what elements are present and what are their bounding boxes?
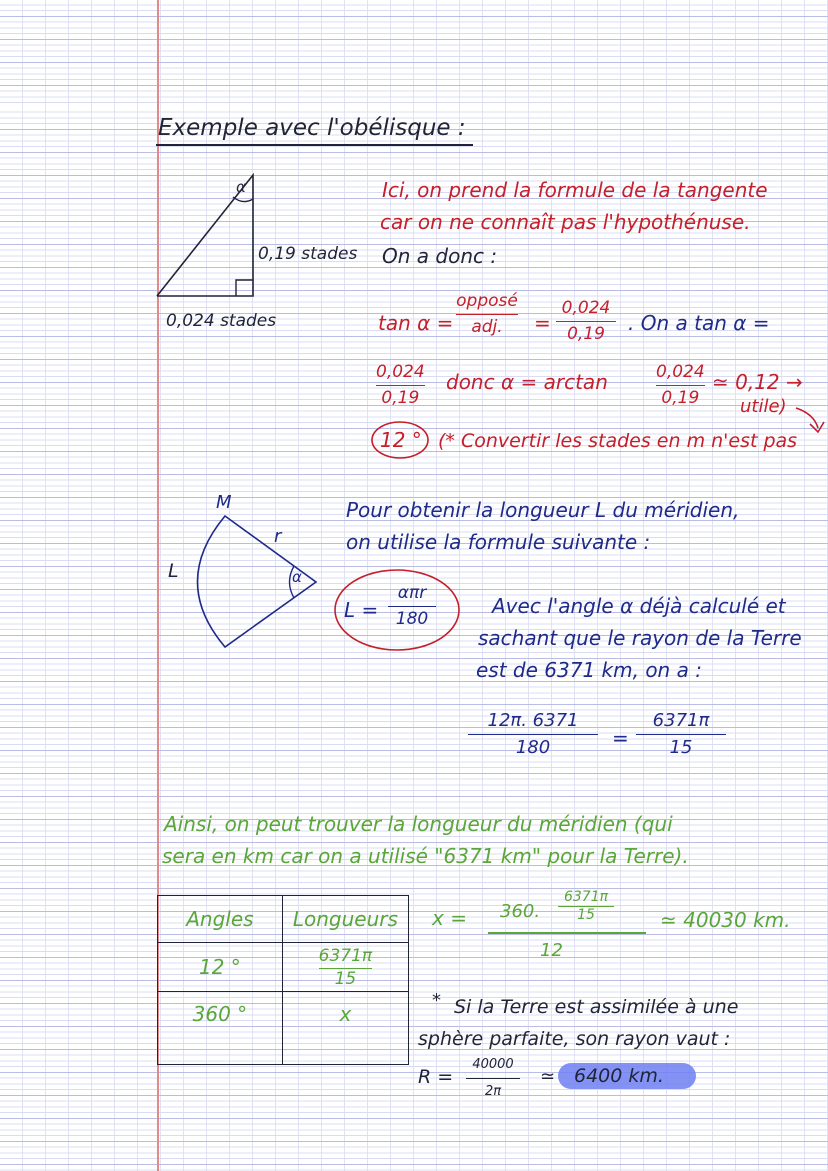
- footnote-line-1: Si la Terre est assimilée à une: [454, 996, 739, 1018]
- page-title: Exemple avec l'obélisque :: [158, 115, 466, 141]
- calc-eq: =: [612, 726, 629, 750]
- tan-num-2: 0,024: [561, 298, 611, 318]
- x-eq-result: ≃ 40030 km.: [660, 908, 791, 932]
- avec-line-3: est de 6371 km, on a :: [476, 658, 702, 682]
- intro-line-2: car on ne connaît pas l'hypothénuse.: [380, 210, 751, 234]
- footnote-den: 2π: [484, 1083, 502, 1099]
- arctan-den-2: 0,19: [661, 387, 700, 408]
- sector-alpha: α: [292, 568, 302, 586]
- table-cell-angle-2: 360 °: [158, 992, 283, 1065]
- footnote-star: *: [432, 990, 441, 1011]
- arctan-den: 0,19: [381, 387, 420, 408]
- tan-den-2: 0,19: [567, 323, 605, 344]
- arctan-tail: ≃ 0,12 →: [712, 370, 803, 394]
- table-num: 6371π: [318, 945, 373, 966]
- calc-fraction-1: [468, 712, 598, 758]
- meridian-line-2: on utilise la formule suivante :: [346, 530, 651, 554]
- footnote-approx: ≃: [540, 1066, 556, 1087]
- angle-result: 12 °: [380, 428, 422, 452]
- table-cell-angle-1: 12 °: [158, 943, 283, 992]
- table-header-angles: Angles: [158, 896, 283, 943]
- arctan-mid: donc α = arctan: [446, 370, 608, 394]
- x-eq-lhs: x =: [432, 906, 467, 930]
- footnote-line-2: sphère parfaite, son rayon vaut :: [418, 1028, 731, 1050]
- table-den: 15: [334, 968, 357, 989]
- triangle-base-label: 0,024 stades: [166, 311, 277, 331]
- meridian-line-1: Pour obtenir la longueur L du méridien,: [346, 498, 740, 522]
- x-eq-den: 12: [540, 940, 563, 961]
- footnote-num: 40000: [472, 1057, 514, 1072]
- x-eq-inner-num: 6371π: [563, 889, 609, 905]
- triangle-side-label: 0,19 stades: [258, 244, 358, 264]
- intro-line-3: On a donc :: [382, 244, 498, 268]
- angle-note: (* Convertir les stades en m n'est pas: [438, 430, 798, 452]
- x-eq-num-a: 360.: [500, 901, 541, 922]
- tan-tail: . On a tan α =: [628, 311, 770, 335]
- arctan-num-2: 0,024: [656, 362, 705, 382]
- ainsi-line-1: Ainsi, on peut trouver la longueur du méridien (qui: [164, 812, 673, 836]
- arctan-tail-2: utile): [740, 396, 787, 417]
- x-eq-inner-den: 15: [577, 906, 595, 923]
- avec-line-2: sachant que le rayon de la Terre: [478, 626, 802, 650]
- formula-fraction: [388, 585, 436, 629]
- table-header-longueurs: Longueurs: [282, 896, 408, 943]
- tan-lhs: tan α =: [378, 311, 454, 335]
- formula-den: 180: [395, 608, 429, 629]
- footnote-fraction: [466, 1058, 520, 1098]
- tan-num: opposé: [456, 291, 518, 311]
- avec-line-1: Avec l'angle α déjà calculé et: [492, 594, 786, 618]
- sector-m: M: [216, 492, 232, 513]
- sector-l: L: [168, 560, 179, 582]
- calc-num: 12π. 6371: [487, 710, 579, 731]
- table-cell-length-2: x: [282, 992, 408, 1065]
- x-eq-main-bar: [488, 932, 646, 934]
- proportion-table: [157, 895, 409, 1065]
- calc-den-2: 15: [669, 736, 693, 758]
- calc-num-2: 6371π: [652, 710, 710, 731]
- formula-lhs: L =: [344, 598, 379, 622]
- x-eq-inner-fraction: [558, 890, 614, 922]
- footnote-r-lhs: R =: [418, 1066, 454, 1088]
- ainsi-line-2: sera en km car on a utilisé "6371 km" pour la Terre).: [162, 844, 689, 868]
- tan-den: adj.: [471, 316, 503, 337]
- intro-line-1: Ici, on prend la formule de la tangente: [382, 178, 768, 202]
- sector-r: r: [274, 526, 282, 547]
- arctan-num: 0,024: [376, 362, 425, 382]
- table-cell-length-1: [282, 943, 408, 992]
- tan-eq-sign: =: [534, 311, 551, 335]
- triangle-alpha: α: [236, 178, 246, 196]
- calc-fraction-2: [636, 712, 726, 758]
- calc-den: 180: [515, 736, 551, 758]
- formula-num: απr: [397, 583, 427, 603]
- footnote-result: 6400 km.: [574, 1065, 664, 1087]
